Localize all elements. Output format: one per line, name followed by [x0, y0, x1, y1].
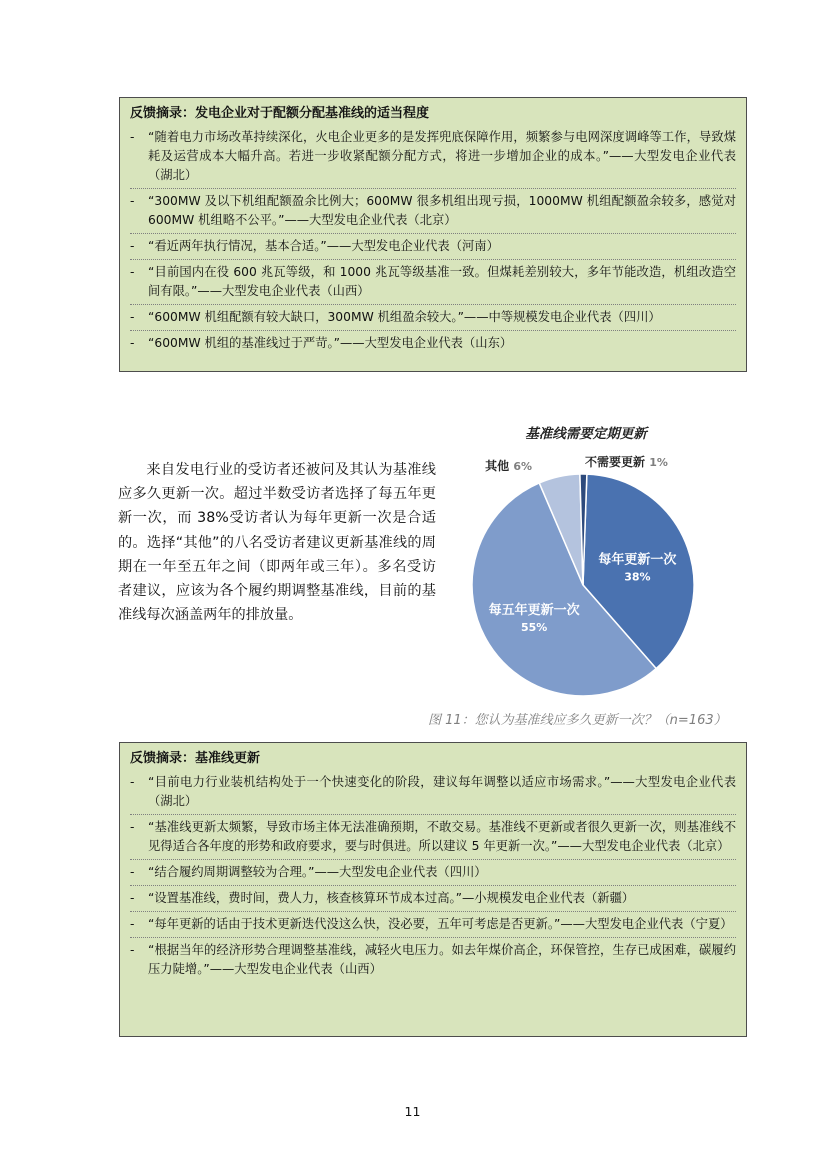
feedback-list	[130, 128, 736, 356]
feedback-item: - “600MW 机组配额有较大缺口，300MW 机组盈余较大。”——中等规模发电企业代表（四川）	[130, 308, 736, 331]
pie-slice-value: 55%	[520, 620, 548, 634]
feedback-item-text: “随着电力市场改革持续深化，火电企业更多的是发挥兜底保障作用，频繁参与电网深度调峰等工作，导致煤耗及运营成本大幅升高。若进一步收紧配额分配方式，将进一步增加企业的成本。”——大型发电企业代表（湖北）	[148, 130, 736, 182]
feedback-item: - “基准线更新太频繁，导致市场主体无法准确预期，不敢交易。基准线不更新或者很久更新一次，则基准线不见得适合各年度的形势和政府要求，要与时俱进。所以建议 5 年更新一次。”——大型发电企业代表（北京）	[130, 818, 736, 860]
feedback-item-text: “目前国内在役 600 兆瓦等级，和 1000 兆瓦等级基准一致。但煤耗差别较大，多年节能改造，机组改造空间有限。”——大型发电企业代表（山西）	[148, 265, 736, 298]
chart-title: 基准线需要定期更新	[525, 426, 647, 442]
pie-chart	[440, 440, 740, 705]
feedback-item-text: “600MW 机组配额有较大缺口，300MW 机组盈余较大。”——中等规模发电企业代表（四川）	[148, 310, 661, 324]
figure-caption: 图 11：您认为基准线应多久更新一次？（n=163）	[428, 713, 727, 728]
feedback-item: - “每年更新的话由于技术更新迭代没这么快，没必要，五年可考虑是否更新。”——大型发电企业代表（宁夏）	[130, 915, 736, 938]
feedback-box-title: 反馈摘录：基准线更新	[130, 751, 261, 766]
feedback-box-title: 反馈摘录：发电企业对于配额分配基准线的适当程度	[130, 106, 430, 121]
feedback-item: - “600MW 机组的基准线过于严苛。”——大型发电企业代表（山东）	[130, 336, 513, 350]
feedback-item-text: “600MW 机组的基准线过于严苛。”——大型发电企业代表（山东）	[148, 336, 513, 350]
feedback-item: - “300MW 及以下机组配额盈余比例大；600MW 很多机组出现亏损，1000MW 机组配额盈余较多，感觉对 600MW 机组略不公平。”——大型发电企业代表（北京）	[130, 192, 736, 234]
body-paragraph: 来自发电行业的受访者还被问及其认为基准线应多久更新一次。超过半数受访者选择了每五年更新一次，而 38%受访者认为每年更新一次是合适的。选择“其他”的八名受访者建议更新基准线的周期在一年至五年之间（即两年或三年）。多名受访者建议，应该为各个履约期调整基准线，目前的基准线每次涵盖两年的排放量。	[118, 462, 436, 624]
feedback-item-text: “根据当年的经济形势合理调整基准线，减轻火电压力。如去年煤价高企，环保管控，生存已成困难，碳履约压力陡增。”——大型发电企业代表（山西）	[148, 943, 736, 976]
pie-slice-label: 不需要更新 1%	[585, 455, 668, 469]
page-number: 11	[404, 1104, 421, 1119]
feedback-item: - “根据当年的经济形势合理调整基准线，减轻火电压力。如去年煤价高企，环保管控，生存已成困难，碳履约压力陡增。”——大型发电企业代表（山西）	[130, 943, 736, 976]
feedback-item-text: “基准线更新太频繁，导致市场主体无法准确预期，不敢交易。基准线不更新或者很久更新一次，则基准线不见得适合各年度的形势和政府要求，要与时俱进。所以建议 5 年更新一次。”——大型发电企业代表（北京）	[148, 820, 736, 853]
feedback-item-text: “300MW 及以下机组配额盈余比例大；600MW 很多机组出现亏损，1000MW 机组配额盈余较多，感觉对 600MW 机组略不公平。”——大型发电企业代表（北京）	[148, 194, 736, 227]
pie-slice-label: 其他 6%	[485, 459, 532, 473]
feedback-item: - “随着电力市场改革持续深化，火电企业更多的是发挥兜底保障作用，频繁参与电网深度调峰等工作，导致煤耗及运营成本大幅升高。若进一步收紧配额分配方式，将进一步增加企业的成本。”——大型发电企业代表（湖北）	[130, 128, 736, 189]
feedback-item-text: “每年更新的话由于技术更新迭代没这么快，没必要，五年可考虑是否更新。”——大型发电企业代表（宁夏）	[148, 917, 733, 931]
feedback-item: - “目前国内在役 600 兆瓦等级，和 1000 兆瓦等级基准一致。但煤耗差别较大，多年节能改造，机组改造空间有限。”——大型发电企业代表（山西）	[130, 263, 736, 305]
feedback-item: - “设置基准线，费时间，费人力，核查核算环节成本过高。”—小规模发电企业代表（新疆）	[130, 889, 736, 912]
feedback-item-text: “看近两年执行情况，基本合适。”——大型发电企业代表（河南）	[148, 239, 499, 253]
feedback-item-text: “结合履约周期调整较为合理。”——大型发电企业代表（四川）	[148, 865, 487, 879]
pie-slice-label: 每五年更新一次	[488, 602, 580, 618]
pie-slice-label: 每年更新一次	[598, 552, 677, 568]
feedback-box-baseline-appropriateness	[119, 97, 747, 372]
feedback-list	[130, 773, 736, 982]
feedback-item-text: “设置基准线，费时间，费人力，核查核算环节成本过高。”—小规模发电企业代表（新疆）	[148, 891, 635, 905]
feedback-item: - “看近两年执行情况，基本合适。”——大型发电企业代表（河南）	[130, 237, 736, 260]
feedback-item-text: “目前电力行业装机结构处于一个快速变化的阶段，建议每年调整以适应市场需求。”——大型发电企业代表（湖北）	[148, 775, 736, 808]
pie-slice-value: 38%	[624, 570, 651, 584]
feedback-item: - “结合履约周期调整较为合理。”——大型发电企业代表（四川）	[130, 863, 736, 886]
feedback-item: - “目前电力行业装机结构处于一个快速变化的阶段，建议每年调整以适应市场需求。”——大型发电企业代表（湖北）	[130, 773, 736, 815]
feedback-box-baseline-update	[119, 742, 747, 1037]
